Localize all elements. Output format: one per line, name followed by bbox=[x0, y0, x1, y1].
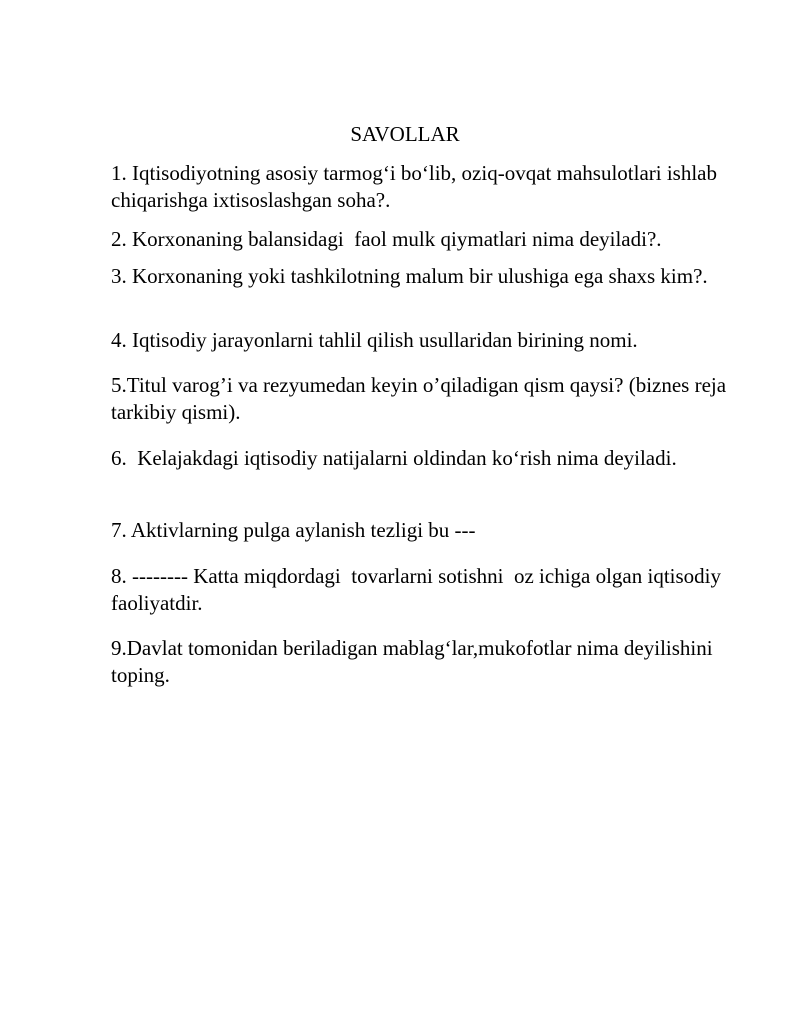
question-3: 3. Korxonaning yoki tashkilotning malum bir ulushiga ega shaxs kim?. bbox=[111, 264, 708, 288]
question-1: 1. Iqtisodiyotning asosiy tarmog‘i bo‘lib, oziq-ovqat mahsulotlari ishlab chiqarishga ixtisoslashgan soha?. bbox=[111, 161, 723, 212]
document-title: SAVOLLAR bbox=[350, 122, 460, 146]
question-2: 2. Korxonaning balansidagi faol mulk qiymatlari nima deyiladi?. bbox=[111, 227, 662, 251]
question-5: 5.Titul varog’i va rezyumedan keyin o’qiladigan qism qaysi? (biznes reja tarkibiy qismi). bbox=[111, 373, 732, 424]
question-4: 4. Iqtisodiy jarayonlarni tahlil qilish usullaridan birining nomi. bbox=[111, 328, 638, 352]
question-9: 9.Davlat tomonidan beriladigan mablag‘lar,mukofotlar nima deyilishini toping. bbox=[111, 636, 718, 687]
question-6: 6. Kelajakdagi iqtisodiy natijalarni oldindan ko‘rish nima deyiladi. bbox=[111, 446, 677, 470]
question-7: 7. Aktivlarning pulga aylanish tezligi bu --- bbox=[111, 518, 476, 542]
question-8: 8. -------- Katta miqdordagi tovarlarni sotishni oz ichiga olgan iqtisodiy faoliyatdir. bbox=[111, 564, 727, 615]
